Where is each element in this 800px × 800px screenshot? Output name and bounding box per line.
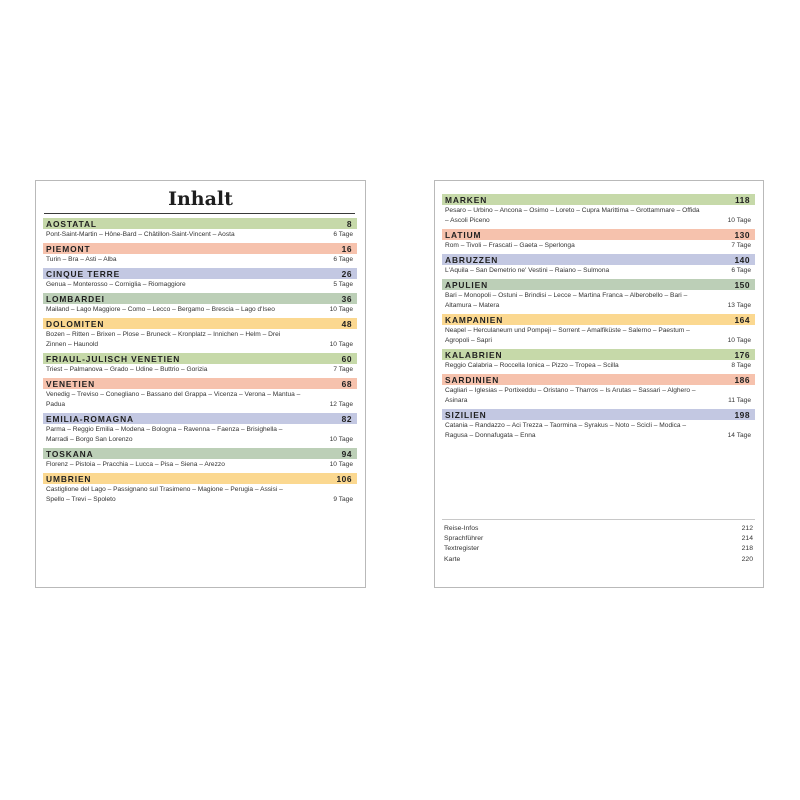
region-name: TOSKANA xyxy=(46,448,94,459)
region-header-bar xyxy=(43,413,357,424)
toc-entry[interactable] xyxy=(43,353,357,375)
itinerary-places: Bari – Monopoli – Ostuni – Brindisi – Lecce – Martina Franca – Alberobello – Bari – Altamura – Matera xyxy=(445,292,688,309)
itinerary-row xyxy=(43,329,357,350)
itinerary-row xyxy=(43,279,357,290)
itinerary-places: Mailand – Lago Maggiore – Como – Lecco – Bergamo – Brescia – Lago d'Iseo xyxy=(46,306,275,313)
itinerary-duration: 10 Tage xyxy=(329,341,353,348)
region-page-number: 94 xyxy=(341,448,352,459)
region-name: MARKEN xyxy=(445,194,488,205)
region-header-bar xyxy=(442,409,755,420)
title-divider xyxy=(44,213,355,214)
region-header-bar xyxy=(442,349,755,360)
itinerary-places: Castiglione del Lago – Passignano sul Trasimeno – Magione – Perugia – Assisi – Spello – Trevi – Spoleto xyxy=(46,486,283,503)
itinerary-places: Reggio Calabria – Roccella Ionica – Pizzo – Tropea – Scilla xyxy=(445,362,619,369)
itinerary-row xyxy=(43,484,357,505)
itinerary-places: Catania – Randazzo – Aci Trezza – Taormina – Syrakus – Noto – Scicli – Modica – Ragusa – Donnafugata – Enna xyxy=(445,422,687,439)
region-name: AOSTATAL xyxy=(46,218,97,229)
itinerary-row xyxy=(442,265,755,276)
toc-entry[interactable] xyxy=(442,314,755,346)
toc-entry[interactable] xyxy=(43,318,357,350)
appendix-row-sprachfuehrer[interactable] xyxy=(444,534,753,544)
region-name: VENETIEN xyxy=(46,378,96,389)
region-header-bar xyxy=(442,229,755,240)
appendix-page-number: 214 xyxy=(741,535,753,543)
region-name: EMILIA-ROMAGNA xyxy=(46,413,134,424)
toc-entry[interactable] xyxy=(43,293,357,315)
region-name: DOLOMITEN xyxy=(46,318,105,329)
region-header-bar xyxy=(43,473,357,484)
itinerary-duration: 10 Tage xyxy=(727,337,751,344)
region-name: FRIAUL-JULISCH VENETIEN xyxy=(46,353,181,364)
toc-entry[interactable] xyxy=(442,279,755,311)
region-header-bar xyxy=(442,314,755,325)
region-name: SIZILIEN xyxy=(445,409,487,420)
itinerary-duration: 8 Tage xyxy=(731,362,751,369)
itinerary-places: Florenz – Pistoia – Pracchia – Lucca – Pisa – Siena – Arezzo xyxy=(46,461,225,468)
region-name: SARDINIEN xyxy=(445,374,500,385)
region-name: ABRUZZEN xyxy=(445,254,499,265)
region-header-bar xyxy=(43,448,357,459)
region-header-bar xyxy=(43,243,357,254)
itinerary-row xyxy=(43,424,357,445)
region-page-number: 26 xyxy=(341,268,352,279)
appendix-row-textregister[interactable] xyxy=(444,544,753,554)
itinerary-row xyxy=(43,364,357,375)
appendix-divider xyxy=(442,519,755,520)
itinerary-places: Turin – Bra – Asti – Alba xyxy=(46,256,117,263)
itinerary-duration: 7 Tage xyxy=(731,242,751,249)
toc-entry[interactable] xyxy=(43,268,357,290)
toc-entry[interactable] xyxy=(442,254,755,276)
itinerary-places: Neapel – Herculaneum und Pompeji – Sorrent – Amalfiküste – Salerno – Paestum – Agropoli – Sapri xyxy=(445,327,690,344)
region-name: KALABRIEN xyxy=(445,349,503,360)
region-header-bar xyxy=(43,353,357,364)
region-header-bar xyxy=(43,378,357,389)
region-page-number: 16 xyxy=(341,243,352,254)
appendix-page-number: 212 xyxy=(741,525,753,532)
toc-title: Inhalt xyxy=(168,188,233,210)
region-name: KAMPANIEN xyxy=(445,314,504,325)
region-page-number: 8 xyxy=(346,218,352,229)
toc-entry[interactable] xyxy=(442,374,755,406)
itinerary-duration: 10 Tage xyxy=(329,436,353,443)
itinerary-places: Genua – Monterosso – Corniglia – Riomaggiore xyxy=(46,281,186,288)
toc-entry[interactable] xyxy=(43,218,357,240)
itinerary-places: Parma – Reggio Emilia – Modena – Bologna – Ravenna – Faenza – Brisighella – Marradi – Borgo San Lorenzo xyxy=(46,426,283,443)
region-name: PIEMONT xyxy=(46,243,91,254)
appendix-label: Sprachführer xyxy=(444,535,484,543)
toc-entries-right xyxy=(442,194,755,444)
itinerary-row xyxy=(43,229,357,240)
appendix-row-karte[interactable] xyxy=(444,555,753,565)
region-page-number: 176 xyxy=(734,349,750,360)
region-page-number: 48 xyxy=(341,318,352,329)
itinerary-row xyxy=(442,360,755,371)
appendix-label: Reise-Infos xyxy=(444,525,479,532)
itinerary-duration: 6 Tage xyxy=(333,231,353,238)
appendix-page-number: 220 xyxy=(741,555,753,563)
itinerary-row xyxy=(442,325,755,346)
appendix-label: Karte xyxy=(444,555,461,563)
region-page-number: 36 xyxy=(341,293,352,304)
region-name: UMBRIEN xyxy=(46,473,92,484)
toc-entry[interactable] xyxy=(442,194,755,226)
itinerary-duration: 5 Tage xyxy=(333,281,353,288)
itinerary-places: Bozen – Ritten – Brixen – Plose – Bruneck – Kronplatz – Innichen – Helm – Drei Zinnen – Haunold xyxy=(46,331,281,348)
itinerary-row xyxy=(442,205,755,226)
toc-entry[interactable] xyxy=(43,473,357,505)
region-page-number: 118 xyxy=(734,194,750,205)
itinerary-row xyxy=(442,420,755,441)
itinerary-duration: 7 Tage xyxy=(333,366,353,373)
itinerary-duration: 10 Tage xyxy=(329,461,353,468)
region-header-bar xyxy=(442,254,755,265)
region-page-number: 150 xyxy=(734,279,750,290)
itinerary-row xyxy=(43,459,357,470)
itinerary-row xyxy=(442,240,755,251)
itinerary-duration: 14 Tage xyxy=(727,432,751,439)
itinerary-duration: 13 Tage xyxy=(727,302,751,309)
toc-entry[interactable] xyxy=(43,378,357,410)
region-page-number: 164 xyxy=(734,314,750,325)
region-page-number: 130 xyxy=(734,229,750,240)
region-name: CINQUE TERRE xyxy=(46,268,121,279)
toc-entry[interactable] xyxy=(442,409,755,441)
itinerary-duration: 12 Tage xyxy=(329,401,353,408)
region-header-bar xyxy=(442,194,755,205)
itinerary-places: Rom – Tivoli – Frascati – Gaeta – Sperlonga xyxy=(445,242,575,249)
region-name: LOMBARDEI xyxy=(46,293,105,304)
itinerary-places: Pont-Saint-Martin – Hône-Bard – Châtillon-Saint-Vincent – Aosta xyxy=(46,231,235,238)
region-page-number: 60 xyxy=(341,353,352,364)
region-page-number: 106 xyxy=(336,473,352,484)
itinerary-places: L'Aquila – San Demetrio ne' Vestini – Raiano – Sulmona xyxy=(445,267,610,274)
itinerary-row xyxy=(43,389,357,410)
appendix-label: Textregister xyxy=(444,545,480,553)
appendix-page-number: 218 xyxy=(741,545,753,553)
itinerary-duration: 6 Tage xyxy=(731,267,751,274)
region-page-number: 186 xyxy=(734,374,750,385)
region-header-bar xyxy=(442,374,755,385)
appendix-list xyxy=(444,524,753,565)
region-header-bar xyxy=(43,268,357,279)
toc-entry[interactable] xyxy=(442,229,755,251)
itinerary-row xyxy=(442,290,755,311)
region-page-number: 198 xyxy=(734,409,750,420)
itinerary-places: Triest – Palmanova – Grado – Udine – Buttrio – Gorizia xyxy=(46,366,208,373)
itinerary-duration: 6 Tage xyxy=(333,256,353,263)
toc-entry[interactable] xyxy=(43,243,357,265)
itinerary-duration: 10 Tage xyxy=(727,217,751,224)
region-page-number: 82 xyxy=(341,413,352,424)
region-name: APULIEN xyxy=(445,279,489,290)
region-header-bar xyxy=(442,279,755,290)
region-header-bar xyxy=(43,218,357,229)
appendix-row-reise-infos[interactable] xyxy=(444,524,753,534)
itinerary-row xyxy=(43,254,357,265)
region-header-bar xyxy=(43,318,357,329)
itinerary-row xyxy=(43,304,357,315)
itinerary-places: Cagliari – Iglesias – Portixeddu – Oristano – Tharros – Is Arutas – Sassari – Alghero – Asinara xyxy=(445,387,696,404)
region-page-number: 68 xyxy=(341,378,352,389)
itinerary-places: Pesaro – Urbino – Ancona – Osimo – Loreto – Cupra Marittima – Grottammare – Offida – Ascoli Piceno xyxy=(445,207,700,224)
region-name: LATIUM xyxy=(445,229,482,240)
toc-entry[interactable] xyxy=(442,349,755,371)
toc-entry[interactable] xyxy=(43,413,357,445)
toc-entry[interactable] xyxy=(43,448,357,470)
itinerary-row xyxy=(442,385,755,406)
itinerary-duration: 10 Tage xyxy=(329,306,353,313)
toc-entries-left xyxy=(43,218,357,508)
itinerary-duration: 9 Tage xyxy=(333,496,353,503)
toc-page-left xyxy=(35,180,366,588)
region-header-bar xyxy=(43,293,357,304)
itinerary-places: Venedig – Treviso – Conegliano – Bassano del Grappa – Vicenza – Verona – Mantua – Padua xyxy=(46,391,301,408)
itinerary-duration: 11 Tage xyxy=(728,397,751,404)
toc-page-right xyxy=(434,180,764,588)
region-page-number: 140 xyxy=(734,254,750,265)
